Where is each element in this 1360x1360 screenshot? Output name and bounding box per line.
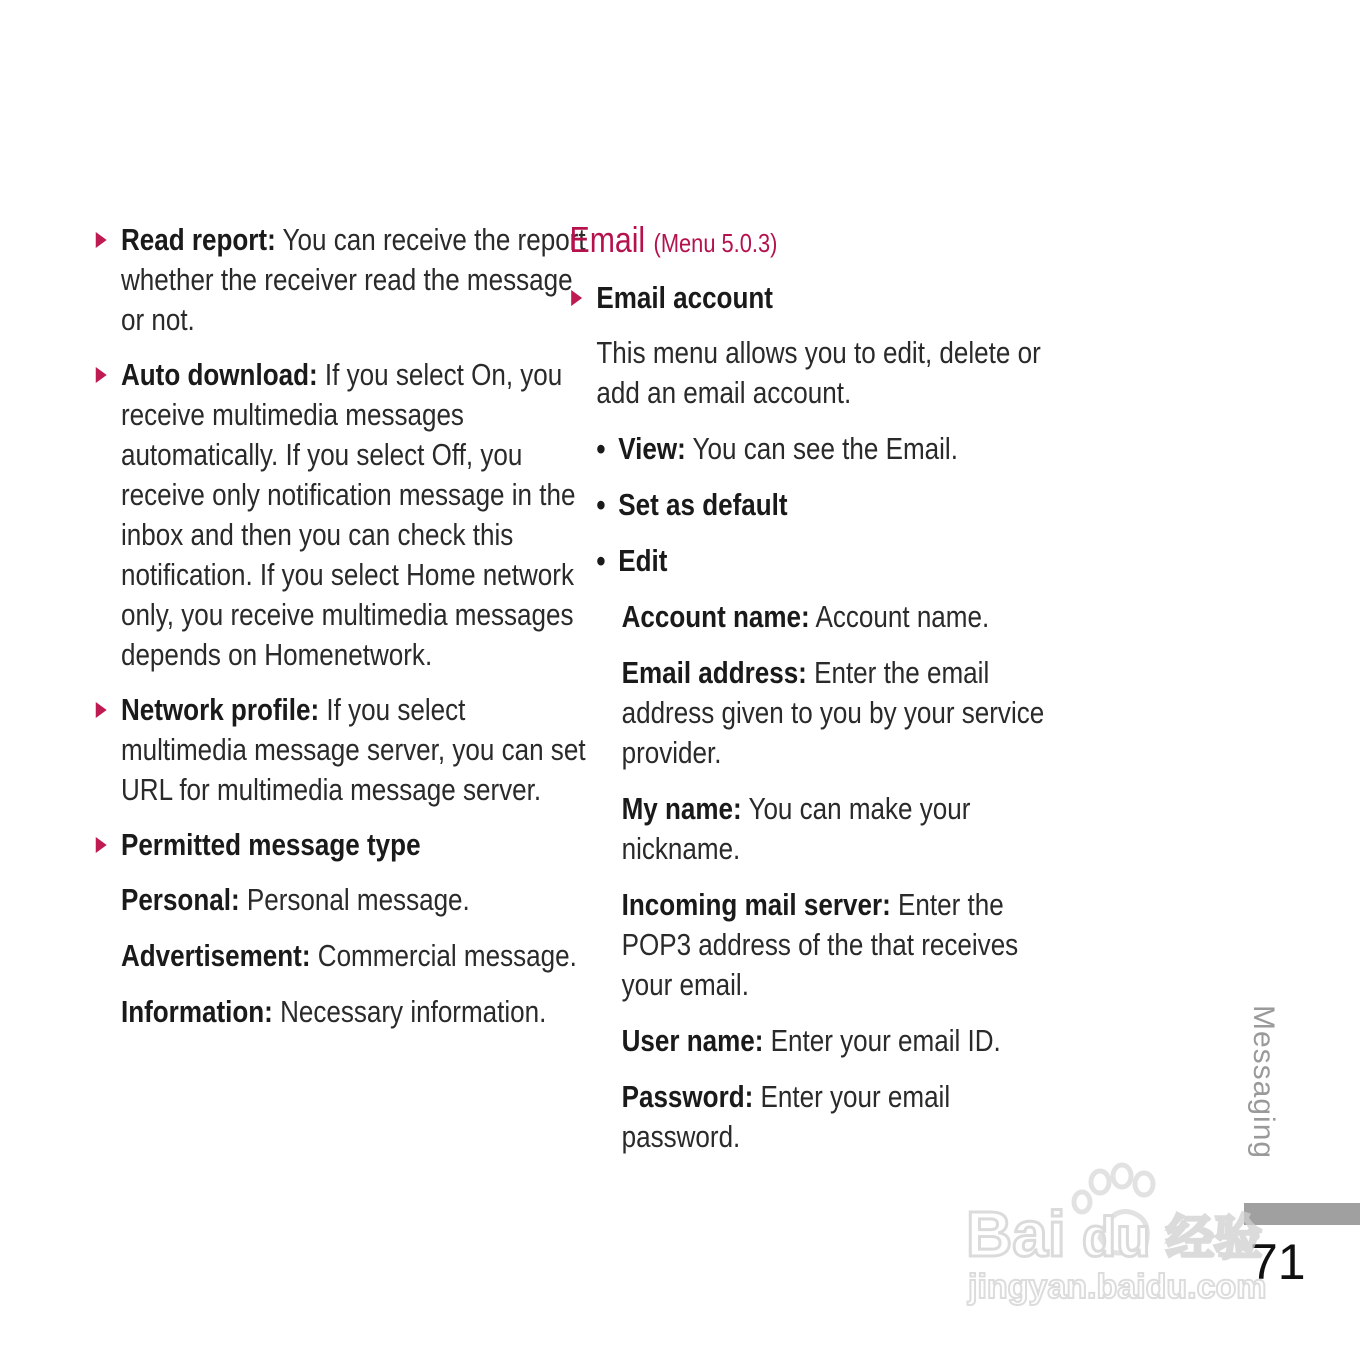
- my-name-text: You can make your nickname.: [621, 791, 971, 866]
- password-entry: [570, 1077, 1057, 1157]
- read-report-text: You can receive the report whether the receiver read the message or not.: [120, 222, 586, 337]
- bullet-dot-icon: •: [596, 543, 606, 578]
- email-address-text: Enter the email address given to you by your service provider.: [621, 655, 1045, 770]
- incoming-mail-server-text: Enter the POP3 address of the that receives your email.: [621, 887, 1019, 1002]
- network-profile-label: Network profile:: [120, 692, 320, 727]
- section-title: [570, 220, 1057, 263]
- view-bullet: [570, 429, 1057, 469]
- email-account-label: Email account: [596, 280, 773, 315]
- user-name-text: Enter your email ID.: [763, 1023, 1001, 1058]
- personal-label: Personal:: [120, 882, 240, 917]
- email-address-entry: [570, 653, 1057, 773]
- password-text: Enter your email password.: [621, 1079, 951, 1154]
- account-name-entry: [570, 597, 1057, 637]
- triangle-bullet-icon: [96, 232, 107, 248]
- email-account-description: This menu allows you to edit, delete or add an email account.: [596, 335, 1041, 410]
- bullet-dot-icon: •: [596, 487, 606, 522]
- triangle-bullet-icon: [96, 837, 107, 853]
- permitted-message-type-item: [94, 825, 590, 865]
- account-name-text: Account name.: [809, 599, 990, 634]
- right-column: [570, 220, 1057, 1173]
- advertisement-text: Commercial message.: [310, 938, 577, 973]
- set-as-default-bullet: [570, 485, 1057, 525]
- account-name-label: Account name:: [621, 599, 810, 634]
- triangle-bullet-icon: [96, 702, 107, 718]
- auto-download-item: [94, 355, 590, 675]
- user-name-entry: [570, 1021, 1057, 1061]
- read-report-item: [94, 220, 590, 340]
- svg-text:du: du: [1082, 1205, 1151, 1268]
- email-account-item: [570, 278, 1057, 318]
- advertisement-entry: [94, 936, 590, 976]
- edit-label: Edit: [618, 543, 668, 578]
- network-profile-item: [94, 690, 590, 810]
- svg-text:经验: 经验: [1166, 1210, 1263, 1266]
- section-title-text: Email: [569, 219, 646, 260]
- network-profile-text: If you select multimedia message server, you can set URL for multimedia message server.: [120, 692, 586, 807]
- information-entry: [94, 992, 590, 1032]
- bullet-dot-icon: •: [596, 431, 606, 466]
- information-label: Information:: [120, 994, 273, 1029]
- incoming-mail-server-entry: [570, 885, 1057, 1005]
- advertisement-label: Advertisement:: [120, 938, 311, 973]
- read-report-label: Read report:: [120, 222, 276, 257]
- my-name-entry: [570, 789, 1057, 869]
- email-address-label: Email address:: [621, 655, 807, 690]
- svg-text:jingyan.baidu.com: jingyan.baidu.com: [968, 1268, 1267, 1306]
- section-side-tab: Messaging: [1247, 1005, 1280, 1160]
- view-text: You can see the Email.: [685, 431, 958, 466]
- set-as-default-label: Set as default: [618, 487, 788, 522]
- user-name-label: User name:: [621, 1023, 764, 1058]
- personal-entry: [94, 880, 590, 920]
- auto-download-label: Auto download:: [120, 357, 318, 392]
- svg-text:Bai: Bai: [966, 1198, 1066, 1270]
- personal-text: Personal message.: [239, 882, 470, 917]
- baidu-watermark-logo: [960, 1160, 1280, 1310]
- permitted-message-type-label: Permitted message type: [120, 827, 421, 862]
- left-column: [94, 220, 590, 1048]
- password-label: Password:: [621, 1079, 754, 1114]
- view-label: View:: [618, 431, 686, 466]
- auto-download-text: If you select On, you receive multimedia messages automatically. If you select Off, you receive only notification message in the inbox and then you can check this notification. If you select Home network only, you receive multimedia messages depends on Homenetwork.: [120, 357, 576, 672]
- incoming-mail-server-label: Incoming mail server:: [621, 887, 891, 922]
- menu-reference: (Menu 5.0.3): [653, 228, 778, 258]
- my-name-label: My name:: [621, 791, 742, 826]
- triangle-bullet-icon: [96, 367, 107, 383]
- triangle-bullet-icon: [571, 290, 582, 306]
- edit-bullet: [570, 541, 1057, 581]
- page-number: 71: [1250, 1234, 1306, 1290]
- information-text: Necessary information.: [272, 994, 547, 1029]
